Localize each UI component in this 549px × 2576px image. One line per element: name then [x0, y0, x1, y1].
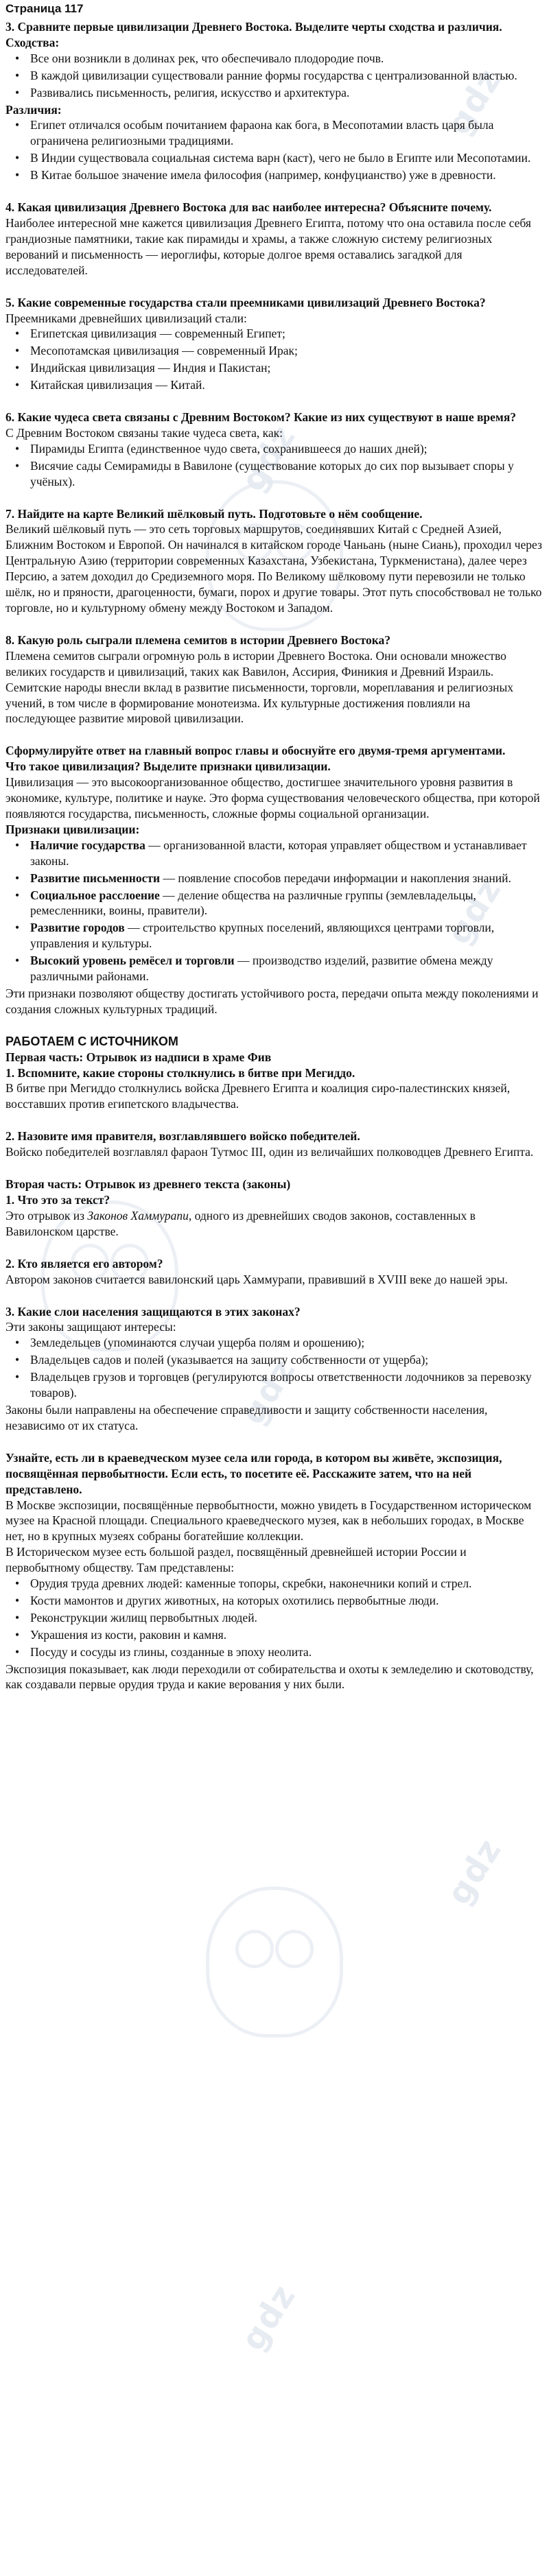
- differences-heading: Различия:: [5, 102, 62, 117]
- list-item: • В Китае большое значение имела философия (например, конфуцианство) уже в древности.: [30, 167, 542, 183]
- list-item: • Индийская цивилизация — Индия и Пакистан;: [30, 360, 542, 376]
- list-item: • В каждой цивилизации существовали ранние формы государства с централизованной властью.: [30, 68, 542, 84]
- list-item: • Месопотамская цивилизация — современный Ирак;: [30, 343, 542, 359]
- answer-6-intro: С Древним Востоком связаны такие чудеса света, как:: [5, 425, 283, 440]
- main-question: Сформулируйте ответ на главный вопрос главы и обоснуйте его двумя-тремя аргументами.: [5, 744, 506, 758]
- question-7: 7. Найдите на карте Великий шёлковый путь. Подготовьте о нём сообщение.: [5, 506, 423, 521]
- list-item: • Кости мамонтов и других животных, на которых охотились первобытные люди.: [30, 1593, 542, 1609]
- part1-question-1: 1. Вспомните, какие стороны столкнулись в битве при Мегиддо.: [5, 1065, 355, 1080]
- part2-intro: Эти законы защищают интересы:: [5, 1320, 176, 1334]
- question-4: 4. Какая цивилизация Древнего Востока для вас наиболее интересна? Объясните почему.: [5, 200, 492, 215]
- part2-heading: Вторая часть: Отрывок из древнего текста (законы): [5, 1177, 291, 1192]
- museum-paragraph-1: В Москве экспозиции, посвящённые первобытности, можно увидеть в Государственном историческом музее на Красной площади. Специального краеведческого музея, как в небольших городах, в Москве нет, но в крупных музеях собраны богатейшие коллекции.: [5, 1498, 532, 1544]
- question-6-block: [5, 410, 542, 490]
- list-item: [30, 888, 542, 919]
- question-3: 3. Сравните первые цивилизации Древнего Востока. Выделите черты сходства и различия.: [5, 20, 502, 34]
- similarities-heading: Сходства:: [5, 35, 60, 49]
- watermark-text: gdz: [233, 2277, 304, 2358]
- civilization-question: Что такое цивилизация? Выделите признаки цивилизации.: [5, 759, 331, 774]
- watermark-owl-icon: [206, 1887, 343, 2037]
- list-item: • Владельцев грузов и торговцев (регулируются вопросы ответственности лодочников за перевозку товаров).: [30, 1369, 542, 1401]
- list-item: • Китайская цивилизация — Китай.: [30, 377, 542, 393]
- list-item: • Висячие сады Семирамиды в Вавилоне (существование которых до сих пор вызывает споры у учёных).: [30, 458, 542, 490]
- question-5: 5. Какие современные государства стали преемниками цивилизаций Древнего Востока?: [5, 295, 486, 309]
- sign-term: Развитие городов: [30, 921, 125, 935]
- sign-description: — производство изделий, развитие обмена между различными районами.: [30, 954, 493, 984]
- laws-title: Законов Хаммурапи: [87, 1208, 189, 1222]
- answer-7: Великий шёлковый путь — это сеть торговых маршрутов, соединявших Китай с Средней Азией, Ближним Востоком и Европой. Он начинался в китайском городе Чаньань (ныне Сиань), проходил через Центральную Азию (территории современных Казахстана, Узбекистана, Туркменистана), далее через Персию, а затем доходил до Средиземного моря. По Великому шёлковому пути перевозили не только шёлк, но и пряности, драгоценности, бумаги, порох и другие товары. Этот путь способствовал не только торговле, но и культурному обмену между Востоком и Западом.: [5, 522, 542, 615]
- part2-block: [5, 1177, 542, 1240]
- part2-conclusion: Законы были направлены на обеспечение справедливости и защиту собственности населения, независимо от их статуса.: [5, 1402, 488, 1432]
- list-item: • Египетская цивилизация — современный Египет;: [30, 326, 542, 342]
- list-item: [30, 953, 542, 984]
- part2-answer-1: [5, 1208, 542, 1240]
- question-3-block: [5, 19, 542, 183]
- wonders-list: [5, 441, 542, 490]
- sign-term: Наличие государства: [30, 838, 145, 852]
- part1-answer-2: Войско победителей возглавлял фараон Тутмос III, один из величайших полководцев Древнего Египта.: [5, 1145, 534, 1159]
- watermark-text: gdz: [439, 1831, 510, 1912]
- sign-term: Развитие письменности: [30, 871, 161, 885]
- list-item: • В Индии существовала социальная система варн (каст), чего не было в Египте или Месопотамии.: [30, 150, 542, 166]
- signs-conclusion: Эти признаки позволяют обществу достигать устойчивого роста, передачи опыта между поколениями и создания сложных культурных традиций.: [5, 986, 539, 1016]
- protected-groups-list: [5, 1335, 542, 1401]
- part1-question-2: 2. Назовите имя правителя, возглавлявшего войско победителей.: [5, 1129, 360, 1144]
- list-item: • Все они возникли в долинах рек, что обеспечивало плодородие почв.: [30, 51, 542, 67]
- museum-question: Узнайте, есть ли в краеведческом музее села или города, в котором вы живёте, экспозиция, посвящённая первобытности. Если есть, то посетите её. Расскажите затем, что на ней представлено.: [5, 1450, 502, 1496]
- part1-heading: Первая часть: Отрывок из надписи в храме Фив: [5, 1050, 272, 1064]
- part2-question-2: 2. Кто является его автором?: [5, 1256, 163, 1271]
- sign-description: — строительство крупных поселений, являющихся центрами торговли, управления и культуры.: [30, 921, 495, 951]
- museum-exhibits-list: [5, 1576, 542, 1660]
- sign-term: Высокий уровень ремёсел и торговли: [30, 954, 235, 968]
- part2-question-3: 3. Какие слои населения защищаются в этих законах?: [5, 1304, 301, 1319]
- successors-list: [5, 326, 542, 393]
- question-6: 6. Какие чудеса света связаны с Древним Востоком? Какие из них существуют в наше время?: [5, 410, 517, 425]
- sources-title: РАБОТАЕМ С ИСТОЧНИКОМ: [5, 1034, 178, 1048]
- museum-paragraph-2: В Историческом музее есть большой раздел, посвящённый древнейшей истории России и первобытному обществу. Там представлены:: [5, 1545, 467, 1575]
- question-8: 8. Какую роль сыграли племена семитов в истории Древнего Востока?: [5, 633, 391, 647]
- signs-heading: Признаки цивилизации:: [5, 822, 140, 836]
- part2-answer-2: Автором законов считается вавилонский царь Хаммурапи, правивший в XVIII веке до нашей эры.: [5, 1272, 508, 1286]
- list-item: • Посуду и сосуды из глины, созданные в эпоху неолита.: [30, 1644, 542, 1660]
- answer-8: Племена семитов сыграли огромную роль в истории Древнего Востока. Они основали множество великих государств и цивилизаций, таких как Вавилон, Ассирия, Финикия и Древний Израиль. Семитские народы внесли вклад в развитие письменности, торговли, мореплавания и религиозных учений, в том числе в формирование монотеизма. Их культурные достижения повлияли на последующее развитие мировой цивилизации.: [5, 648, 514, 726]
- sign-description: — деление общества на различные группы (землевладельцы, ремесленники, воины, правители).: [30, 888, 476, 918]
- question-5-block: [5, 295, 542, 393]
- list-item: [30, 838, 542, 869]
- main-question-block: [5, 743, 542, 1017]
- part2-q3-block: [5, 1304, 542, 1434]
- list-item: • Украшения из кости, раковин и камня.: [30, 1627, 542, 1643]
- answer-text: Это отрывок из: [5, 1208, 88, 1222]
- answer-text: , одного из древнейших сводов законов, составленных в Вавилонском царстве.: [5, 1208, 476, 1238]
- sign-term: Социальное расслоение: [30, 888, 160, 902]
- list-item: [30, 920, 542, 952]
- list-item: • Реконструкции жилищ первобытных людей.: [30, 1610, 542, 1626]
- watermark-text: gdz: [439, 871, 510, 952]
- watermark-text: gdz: [233, 418, 304, 499]
- list-item: • Владельцев садов и полей (указывается на защиту собственности от ущерба);: [30, 1352, 542, 1368]
- part2-q2-block: [5, 1256, 542, 1288]
- question-4-block: [5, 200, 542, 279]
- sign-description: — организованной власти, которая управляет обществом и устанавливает законы.: [30, 838, 527, 868]
- list-item: • Земледельцев (упоминаются случаи ущерба полям и орошению);: [30, 1335, 542, 1351]
- list-item: • Орудия труда древних людей: каменные топоры, скребки, наконечники копий и стрел.: [30, 1576, 542, 1592]
- watermark-text: gdz: [439, 61, 510, 142]
- answer-4: Наиболее интересной мне кажется цивилизация Древнего Египта, потому что она оставила после себя грандиозные памятники, такие как пирамиды и храмы, а также сложную систему религиозных верований и письменность — иероглифы, которые долгое время оставались загадкой для исследователей.: [5, 215, 531, 277]
- page-number: Страница 117: [5, 2, 84, 15]
- watermark-text: gdz: [233, 1351, 304, 1432]
- question-8-block: [5, 633, 542, 726]
- list-item: [30, 871, 542, 886]
- list-item: • Развивались письменность, религия, искусство и архитектура.: [30, 85, 542, 101]
- part2-question-1: 1. Что это за текст?: [5, 1193, 110, 1207]
- civilization-definition: Цивилизация — это высокоорганизованное общество, достигшее значительного уровня развития в экономике, культуре, политике и науке. Это форма существования человеческого общества, при которой появляются государства, письменность, сложные формы социальной организации.: [5, 775, 540, 820]
- question-7-block: [5, 506, 542, 616]
- similarities-list: [5, 51, 542, 101]
- part1-answer-1: В битве при Мегиддо столкнулись войска Древнего Египта и коалиция сиро-палестинских князей, восставших против египетского владычества.: [5, 1081, 511, 1111]
- museum-block: [5, 1450, 542, 1693]
- differences-list: [5, 117, 542, 183]
- part1-q2-block: [5, 1129, 542, 1160]
- sources-block: [5, 1034, 542, 1113]
- list-item: • Египет отличался особым почитанием фараона как бога, в Месопотамии власть царя была ограничена религиозными традициями.: [30, 117, 542, 149]
- signs-list: [5, 838, 542, 984]
- museum-paragraph-3: Экспозиция показывает, как люди переходили от собирательства и охоты к земледелию и скотоводству, как создавали первые орудия труда и какие верования у них были.: [5, 1662, 534, 1692]
- list-item: • Пирамиды Египта (единственное чудо света, сохранившееся до наших дней);: [30, 441, 542, 457]
- sign-description: — появление способов передачи информации и накопления знаний.: [160, 871, 511, 885]
- answer-5-intro: Преемниками древнейших цивилизаций стали:: [5, 311, 247, 325]
